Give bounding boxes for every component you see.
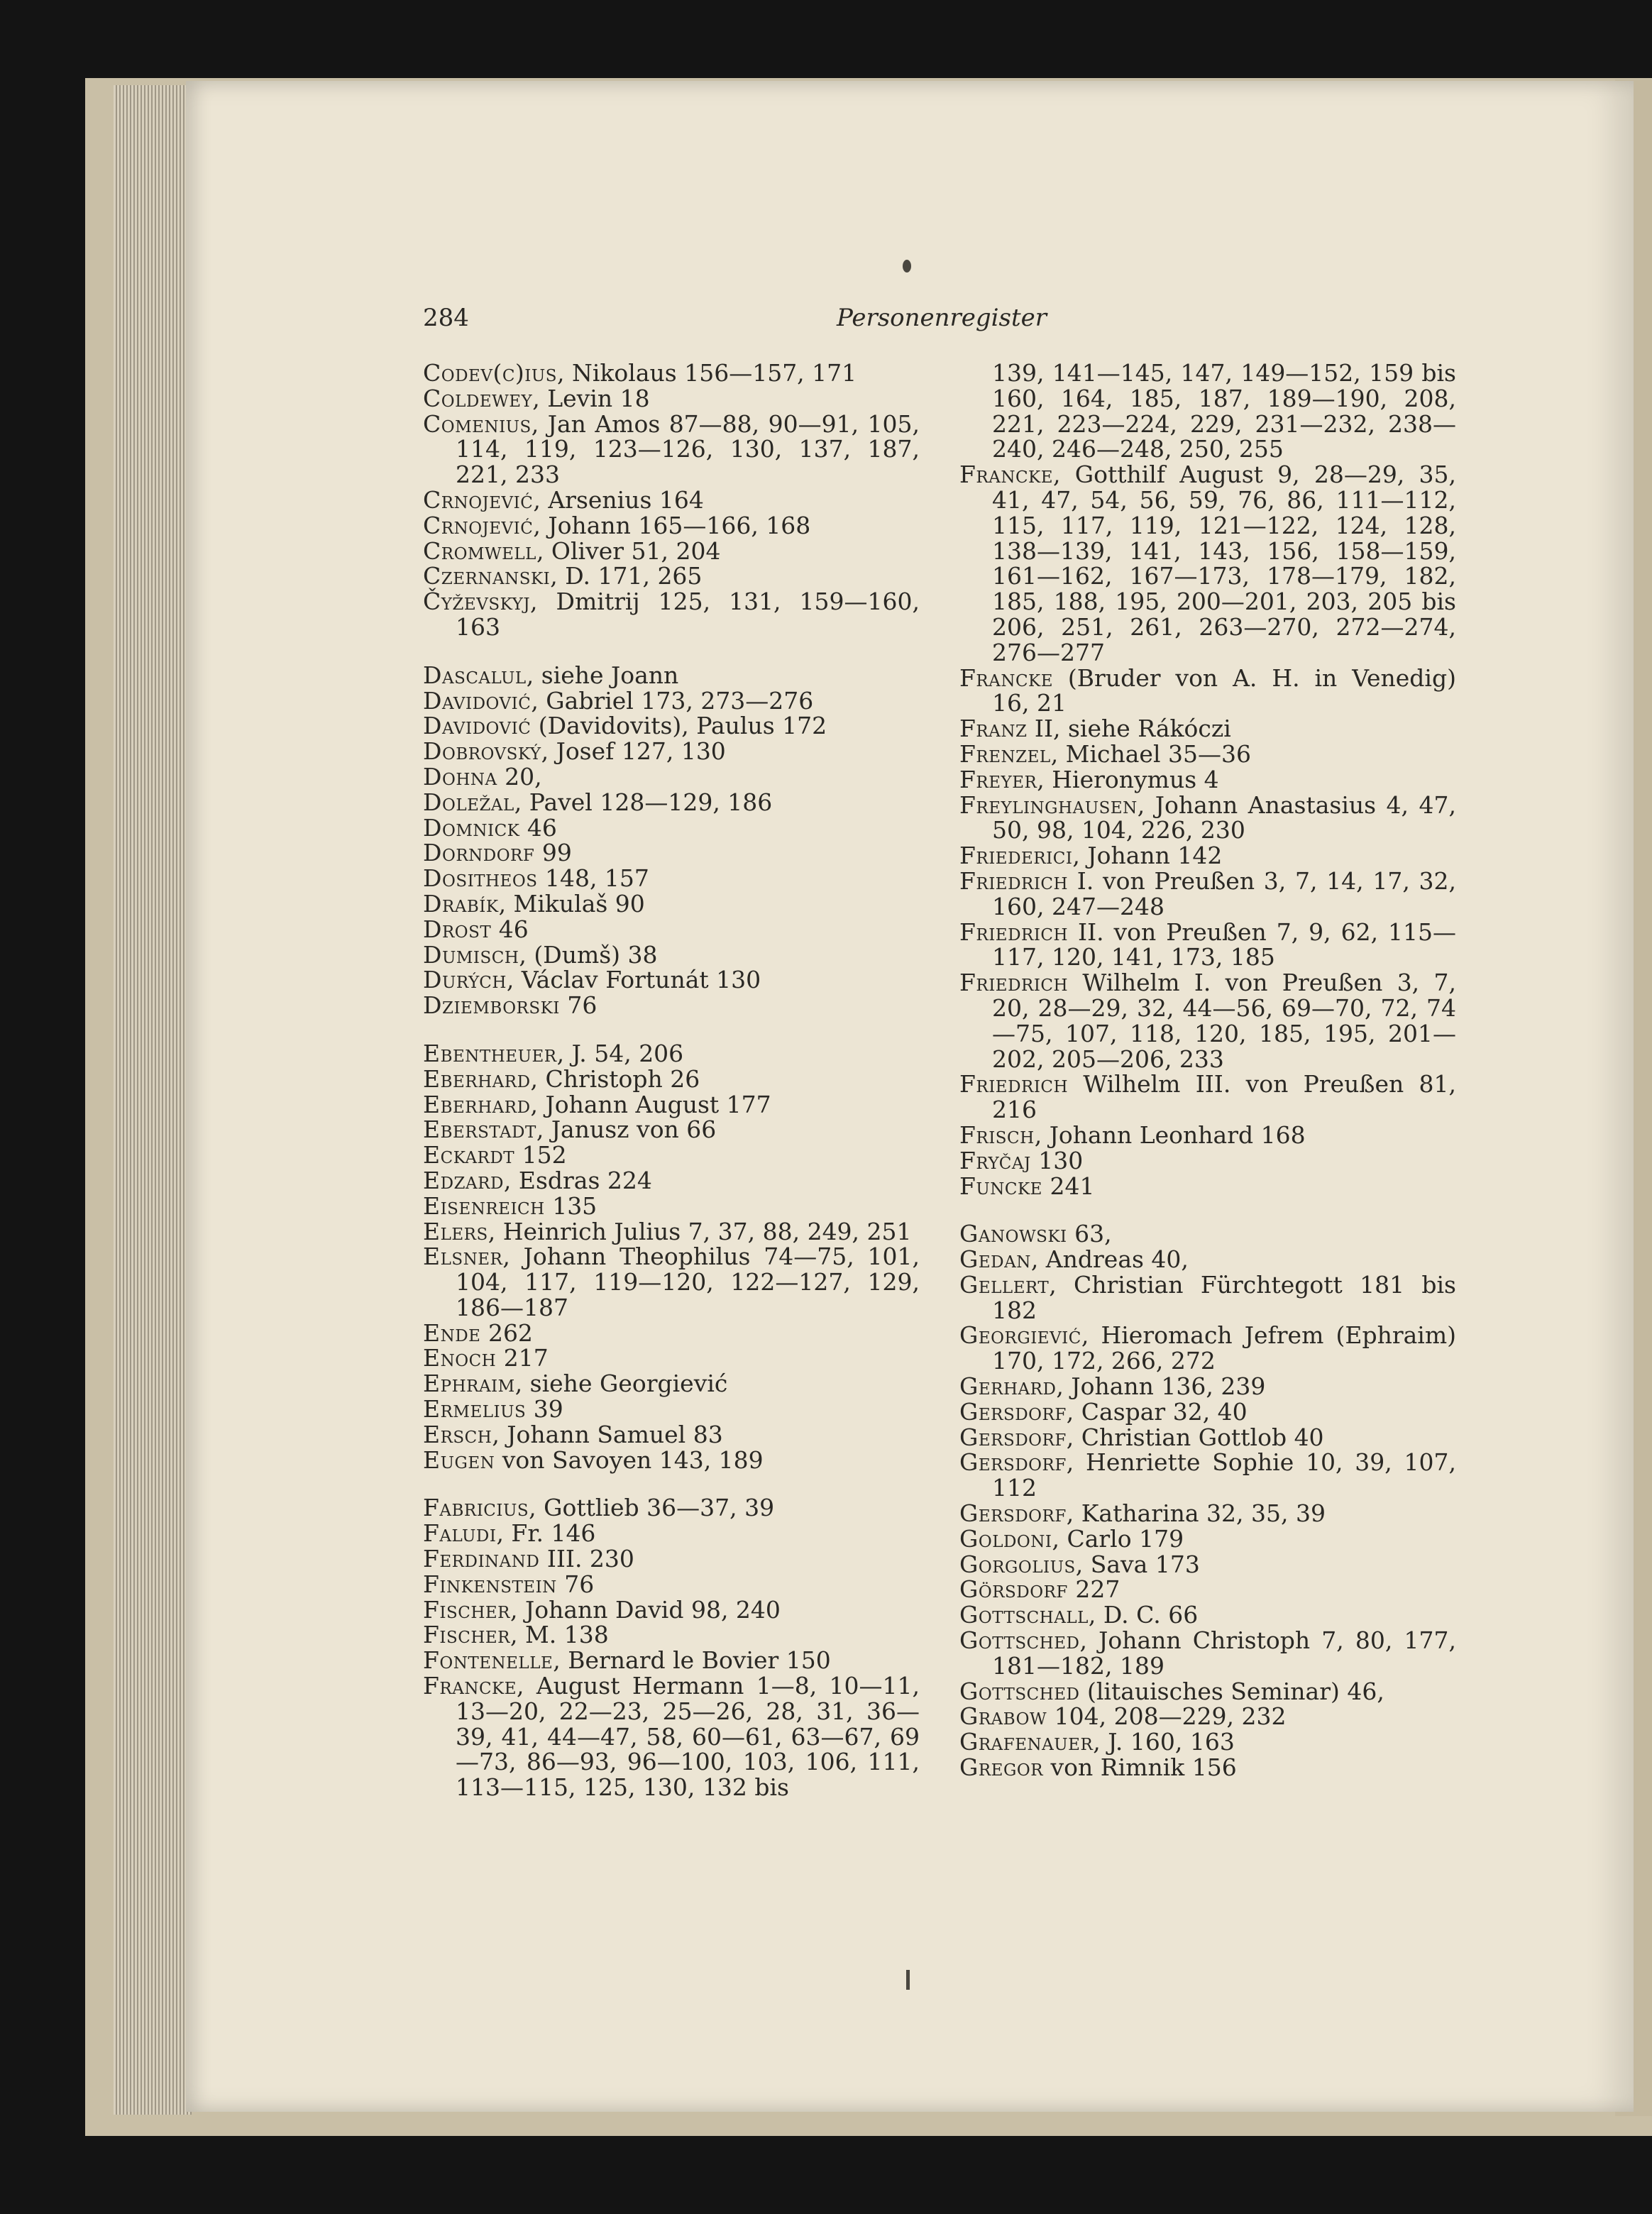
index-entry — [423, 485, 920, 514]
index-entry — [423, 1673, 920, 1800]
entry-references: , Janusz von 66 — [536, 1116, 717, 1144]
entry-references: , Michael 35—36 — [1050, 739, 1251, 768]
entry-references: , Bernard le Bovier 150 — [553, 1646, 831, 1675]
index-entry — [423, 993, 920, 1018]
index-entry — [959, 1272, 1456, 1323]
entry-references: , Johann 142 — [1072, 842, 1223, 870]
entry-references: , Andreas 40, — [1030, 1245, 1189, 1274]
entry-name: Dobrovský — [423, 737, 541, 766]
index-entry — [959, 1374, 1456, 1399]
entry-name: Eberhard — [423, 1090, 531, 1118]
index-entry — [423, 764, 920, 790]
index-entry — [959, 1221, 1456, 1247]
entry-name: Francke — [959, 663, 1054, 692]
entry-references: 20, — [497, 762, 542, 791]
index-entry — [423, 360, 920, 386]
entry-name: Doležal — [423, 788, 514, 816]
index-entry — [423, 917, 920, 942]
entry-name: Gregor — [959, 1753, 1044, 1782]
entry-name: Gerhard — [959, 1372, 1057, 1401]
entry-name: Ferdinand — [423, 1545, 540, 1573]
index-entry — [423, 1168, 920, 1194]
entry-references: 227 — [1067, 1575, 1120, 1604]
entry-name: Codev(c)ius — [423, 359, 558, 387]
index-entry — [959, 1072, 1456, 1123]
entry-name: Gedan — [959, 1245, 1031, 1274]
entry-name: Friedrich — [959, 866, 1069, 895]
entry-references: , D. C. 66 — [1088, 1601, 1199, 1629]
index-entry — [423, 713, 920, 739]
index-entry — [959, 1450, 1456, 1501]
entry-name: Dohna — [423, 762, 497, 791]
index-column-right — [959, 360, 1456, 1780]
entry-name: Gottsched — [959, 1677, 1080, 1705]
entry-name: Czernanski — [423, 562, 551, 590]
entry-name: Faludi — [423, 1519, 497, 1548]
entry-name: Edzard — [423, 1166, 504, 1194]
entry-references: II, siehe Rákóczi — [1027, 715, 1231, 743]
entry-name: Gottschall — [959, 1601, 1089, 1629]
page-title: Personenregister — [836, 304, 1047, 332]
entry-references: 76 — [559, 991, 598, 1020]
entry-name: Gorgolius — [959, 1550, 1076, 1578]
entry-references: Wilhelm III. von Preußen 81, 216 — [992, 1070, 1456, 1124]
index-entry — [423, 1041, 920, 1067]
entry-name: Drabík — [423, 889, 499, 918]
index-entry — [423, 739, 920, 764]
index-entry — [423, 1572, 920, 1597]
entry-name: Freyer — [959, 765, 1037, 793]
entry-name: Freylinghausen — [959, 791, 1138, 819]
entry-name: Goldoni — [959, 1524, 1052, 1553]
index-entry — [423, 1318, 920, 1347]
entry-references: 148, 157 — [537, 864, 649, 893]
entry-references: 99 — [534, 839, 572, 867]
entry-references: 241 — [1042, 1172, 1095, 1200]
entry-name: Georgiević — [959, 1321, 1081, 1350]
entry-name: Gersdorf — [959, 1423, 1067, 1451]
running-head — [423, 304, 1460, 339]
entry-name: Finkenstein — [423, 1570, 557, 1598]
index-entry — [423, 1345, 920, 1371]
entry-references: 76 — [556, 1570, 595, 1598]
entry-references: , Josef 127, 130 — [541, 737, 726, 766]
entry-name: Drost — [423, 915, 492, 943]
index-entry — [959, 1120, 1456, 1149]
entry-references: , Jan Amos 87—88, 90—91, 105, 114, 119, 123—126, 130, 137, 187, 221, 233 — [456, 409, 920, 489]
entry-references: 39 — [526, 1395, 563, 1423]
entry-name: Fabricius — [423, 1494, 529, 1522]
index-entry — [959, 462, 1456, 665]
entry-references: , J. 54, 206 — [556, 1039, 684, 1067]
entry-name: Fischer — [423, 1621, 511, 1649]
entry-name: Ende — [423, 1318, 481, 1347]
entry-references: , Johann Anastasius 4, 47, 50, 98, 104, 226, 230 — [992, 791, 1456, 844]
index-entry — [959, 739, 1456, 768]
entry-name: Gersdorf — [959, 1397, 1067, 1426]
index-entry — [959, 970, 1456, 1072]
index-entry — [959, 920, 1456, 971]
entry-name: Friedrich — [959, 969, 1069, 997]
entry-name: Davidović — [423, 712, 532, 740]
entry-references: , August Hermann 1—8, 10—11, 13—20, 22—23, 25—26, 28, 31, 36—39, 41, 44—47, 58, 60—61, 63—67, 69—73, 86—93, 96—100, 103, 106, 111, 113—115, 125, 130, 132 bis — [456, 1672, 920, 1802]
entry-name: Gersdorf — [959, 1499, 1067, 1528]
entry-references: , Johann 136, 239 — [1056, 1372, 1266, 1401]
entry-name: Elers — [423, 1217, 488, 1245]
entry-references: , Oliver 51, 204 — [536, 536, 721, 565]
entry-references: , Hieromach Jefrem (Ephraim) 170, 172, 266, 272 — [992, 1321, 1456, 1375]
entry-references: , Fr. 146 — [496, 1519, 596, 1548]
entry-name: Coldewey — [423, 384, 533, 412]
entry-name: Dorndorf — [423, 839, 535, 867]
entry-name: Frisch — [959, 1120, 1035, 1149]
index-entry — [423, 563, 920, 589]
index-entry — [423, 967, 920, 993]
entry-name: Funcke — [959, 1172, 1042, 1200]
index-entry — [959, 1247, 1456, 1272]
page-number: 284 — [423, 304, 469, 332]
index-entry — [423, 1597, 920, 1623]
entry-references: Wilhelm I. von Preußen 3, 7, 20, 28—29, 32, 44—56, 69—70, 72, 74—75, 107, 118, 120, 185, 195, 201—202, 205—206, 233 — [992, 969, 1456, 1073]
index-entry — [423, 409, 920, 489]
index-entry — [423, 663, 920, 688]
entry-references: , Gotthilf August 9, 28—29, 35, 41, 47, 54, 56, 59, 76, 86, 111—112, 115, 117, 119, 121—122, 124, 128, 138—139, 141, 143, 156, 158—159, 161—162, 167—173, 178—179, 182, 185, 188, 195, 200—201, 203, 205 bis 206, 251, 261, 263—270, 272—274, 276—277 — [992, 461, 1456, 666]
entry-references: 63, — [1067, 1220, 1112, 1248]
index-entry — [423, 815, 920, 841]
index-entry — [423, 790, 920, 815]
entry-references: , Carlo 179 — [1052, 1524, 1184, 1553]
index-entry — [423, 1445, 920, 1474]
index-entry — [423, 942, 920, 968]
index-entry — [423, 1191, 920, 1220]
entry-name: Dascalul — [423, 661, 527, 689]
index-entry — [423, 840, 920, 866]
entry-name: Comenius — [423, 409, 532, 438]
index-entry — [959, 1399, 1456, 1425]
index-entry — [423, 536, 920, 565]
entry-name: Fischer — [423, 1595, 511, 1624]
entry-references: , Johann Samuel 83 — [492, 1420, 723, 1448]
index-entry — [423, 589, 920, 640]
entry-references: , Esdras 224 — [503, 1166, 652, 1194]
ink-mark — [906, 1970, 910, 1990]
entry-name: Crnojević — [423, 485, 534, 514]
entry-name: Eberstadt — [423, 1116, 536, 1144]
entry-name: Franz — [959, 715, 1028, 743]
entry-name: Friedrich — [959, 918, 1069, 946]
entry-name: Görsdorf — [959, 1575, 1068, 1604]
entry-references: von Savoyen 143, 189 — [495, 1445, 764, 1474]
entry-name: Durých — [423, 966, 507, 994]
entry-references: , Katharina 32, 35, 39 — [1066, 1499, 1326, 1528]
index-entry — [423, 1546, 920, 1572]
entry-references: , Christian Fürchtegott 181 bis 182 — [992, 1270, 1456, 1324]
index-entry — [959, 767, 1456, 793]
index-entry — [959, 1323, 1456, 1374]
entry-references: 46 — [519, 813, 557, 842]
entry-name: Domnick — [423, 813, 520, 842]
index-entry — [959, 1174, 1456, 1199]
index-entry — [423, 386, 920, 412]
index-entry — [423, 513, 920, 539]
entry-references: von Rimnik 156 — [1043, 1753, 1237, 1782]
entry-references: , Sava 173 — [1075, 1550, 1200, 1578]
ink-spot — [903, 260, 911, 272]
entry-name: Francke — [959, 461, 1054, 489]
entry-name: Dumisch — [423, 940, 519, 969]
index-entry — [959, 1148, 1456, 1174]
index-entry — [959, 1501, 1456, 1526]
entry-references: , Dmitrij 125, 131, 159—160, 163 — [456, 588, 920, 641]
entry-references: , Gabriel 173, 273—276 — [531, 686, 814, 715]
entry-name: Ebentheuer — [423, 1039, 557, 1067]
index-entry — [423, 1521, 920, 1546]
index-entry — [959, 360, 1456, 462]
index-entry — [423, 1117, 920, 1142]
entry-references: , Václav Fortunát 130 — [506, 966, 761, 994]
entry-references: , Johann David 98, 240 — [510, 1595, 781, 1624]
entry-name: Elsner — [423, 1243, 503, 1271]
entry-name: Gellert — [959, 1270, 1050, 1299]
index-entry — [423, 1219, 920, 1245]
entry-references: , J. 160, 163 — [1093, 1728, 1235, 1756]
entry-references: , M. 138 — [510, 1621, 609, 1649]
index-entry — [423, 1244, 920, 1320]
entry-name: Eisenreich — [423, 1191, 545, 1220]
entry-references: , Johann Christoph 7, 80, 177, 181—182, 189 — [992, 1626, 1456, 1680]
entry-references: 152 — [514, 1141, 567, 1169]
entry-references: , Henriette Sophie 10, 39, 107, 112 — [992, 1448, 1456, 1502]
entry-references: 262 — [480, 1318, 533, 1347]
entry-references: I. von Preußen 3, 7, 14, 17, 32, 160, 247—248 — [992, 866, 1456, 920]
entry-references: 135 — [544, 1191, 598, 1220]
entry-name: Ephraim — [423, 1370, 515, 1398]
entry-name: Grabow — [959, 1702, 1047, 1731]
entry-references: 46 — [491, 915, 529, 943]
index-entry — [423, 1064, 920, 1093]
entry-references: , Caspar 32, 40 — [1066, 1397, 1248, 1426]
index-entry — [959, 1628, 1456, 1679]
entry-references: , Johann August 177 — [530, 1090, 771, 1118]
entry-name: Dositheos — [423, 864, 538, 893]
index-entry — [423, 1397, 920, 1422]
entry-name: Ersch — [423, 1420, 492, 1448]
index-entry — [423, 866, 920, 891]
entry-references: , Johann Leonhard 168 — [1034, 1120, 1306, 1149]
entry-references: , Gottlieb 36—37, 39 — [529, 1494, 775, 1522]
entry-name: Friederici — [959, 842, 1073, 870]
entry-references: , Pavel 128—129, 186 — [514, 788, 773, 816]
index-entry — [423, 1142, 920, 1168]
index-entry — [959, 793, 1456, 844]
entry-name: Davidović — [423, 686, 532, 715]
entry-references: , Mikulaš 90 — [498, 889, 645, 918]
entry-references: 139, 141—145, 147, 149—152, 159 bis 160, 164, 185, 187, 189—190, 208, 221, 223—224, 229, 231—232, 238—240, 246—248, 250, 255 — [992, 359, 1456, 463]
entry-references: , Nikolaus 156—157, 171 — [557, 359, 857, 387]
index-entry — [959, 1704, 1456, 1729]
index-entry — [423, 1622, 920, 1648]
entry-name: Frenzel — [959, 739, 1051, 768]
index-entry — [959, 663, 1456, 717]
entry-name: Eberhard — [423, 1064, 531, 1093]
index-entry — [423, 1422, 920, 1448]
entry-references: , D. 171, 265 — [550, 562, 703, 590]
entry-references: , Christoph 26 — [530, 1064, 700, 1093]
entry-references: III. 230 — [539, 1545, 634, 1573]
entry-name: Fontenelle — [423, 1646, 554, 1675]
entry-name: Grafenauer — [959, 1728, 1094, 1756]
entry-references: II. von Preußen 7, 9, 62, 115—117, 120, 141, 173, 185 — [992, 918, 1456, 971]
entry-references: , Johann 165—166, 168 — [533, 511, 811, 539]
page-edges — [114, 85, 192, 2115]
entry-references: , Christian Gottlob 40 — [1066, 1423, 1324, 1451]
entry-references: , Arsenius 164 — [533, 485, 704, 514]
entry-references: , Levin 18 — [532, 384, 650, 412]
entry-name: Cromwell — [423, 536, 536, 565]
entry-references: (Bruder von A. H. in Venedig) 16, 21 — [992, 663, 1456, 717]
index-entry — [959, 716, 1456, 742]
index-entry — [959, 1602, 1456, 1628]
entry-name: Crnojević — [423, 511, 534, 539]
entry-references: , Hieronymus 4 — [1037, 765, 1219, 793]
entry-name: Friedrich — [959, 1070, 1069, 1098]
entry-references: , siehe Joann — [526, 661, 679, 689]
index-entry — [423, 1648, 920, 1673]
entry-references: 104, 208—229, 232 — [1047, 1702, 1287, 1731]
index-entry — [959, 843, 1456, 869]
entry-name: Ermelius — [423, 1395, 527, 1423]
entry-references: 130 — [1030, 1146, 1084, 1174]
entry-name: Dziemborski — [423, 991, 560, 1020]
entry-references: , Heinrich Julius 7, 37, 88, 249, 251 — [488, 1217, 912, 1245]
entry-references: , (Dumš) 38 — [519, 940, 658, 969]
index-entry — [423, 891, 920, 917]
index-entry — [959, 1679, 1456, 1704]
entry-name: Fryčaj — [959, 1146, 1031, 1174]
index-entry — [423, 1371, 920, 1397]
entry-references: , siehe Georgiević — [514, 1370, 728, 1398]
entry-name: Enoch — [423, 1344, 497, 1372]
index-entry — [959, 1755, 1456, 1780]
entry-references: (litauisches Seminar) 46, — [1079, 1677, 1384, 1705]
entry-references: , Johann Theophilus 74—75, 101, 104, 117, 119—120, 122—127, 129, 186—187 — [456, 1243, 920, 1321]
index-entry — [959, 1552, 1456, 1577]
index-entry — [959, 1425, 1456, 1450]
index-entry — [423, 1092, 920, 1118]
entry-references: (Davidovits), Paulus 172 — [531, 712, 827, 740]
entry-name: Gersdorf — [959, 1448, 1067, 1477]
index-entry — [959, 1729, 1456, 1755]
entry-name: Gottsched — [959, 1626, 1080, 1655]
entry-name: Eckardt — [423, 1141, 515, 1169]
entry-name: Ganowski — [959, 1220, 1067, 1248]
entry-name: Čyževskyj — [423, 588, 531, 616]
index-entry — [959, 1577, 1456, 1602]
index-entry — [423, 1495, 920, 1521]
entry-name: Eugen — [423, 1445, 495, 1474]
index-entry — [423, 688, 920, 714]
index-entry — [959, 1526, 1456, 1552]
index-entry — [959, 866, 1456, 920]
entry-name: Francke — [423, 1672, 517, 1700]
index-column-left — [423, 360, 920, 1800]
entry-references: 217 — [496, 1344, 549, 1372]
